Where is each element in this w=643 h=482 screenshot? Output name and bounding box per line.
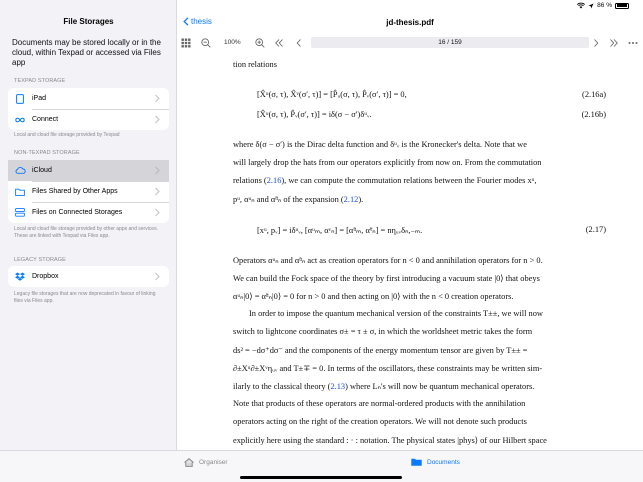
navigation-bar [177,12,643,34]
sidebar-item-label: Dropbox [32,273,59,280]
doc-text: ), we can compute the commutation relations between the Fourier modes xᵘ, [281,176,537,185]
battery-icon [615,3,629,9]
sidebar-item-label: iPad [32,95,47,102]
chevron-right-icon [153,94,161,103]
doc-text-line: Note that products of these operators are normal-ordered products with the annihilation [233,399,526,408]
tab-bar [0,450,643,482]
chevron-right-icon [153,166,161,175]
house-icon [184,458,194,467]
equation-link[interactable]: 2.12 [343,195,359,204]
battery-percent: 86 % [597,2,612,9]
storages-icon [15,208,25,218]
sidebar-title: File Storages [63,17,114,26]
doc-text-line: ∂±Xᵘ∂±Xᵛηᵤᵥ and T±∓ = 0. In terms of the oscillators, these constraints may be written sim- [233,364,543,373]
last-page-icon[interactable] [609,38,619,48]
doc-text: pᵘ, αᵘₙ and α̃ᵘₙ of the expansion ( [233,195,344,204]
doc-text: relations ( [233,176,267,185]
section-header-texpad: TEXPAD STORAGE [14,78,66,84]
back-button-label: thesis [191,17,212,26]
sidebar-item-connect[interactable] [8,109,169,130]
sidebar-description: Documents may be stored locally or in the cloud, within Texpad or accessed via Files app [12,38,161,67]
tab-organiser-label: Organiser [199,459,228,466]
section-header-non-texpad: NON-TEXPAD STORAGE [14,150,80,156]
section-footer-non-texpad: Local and cloud file storage provided by other apps and services. These are linked with Texpad via Files app. [14,226,158,239]
sidebar-item-dropbox[interactable] [8,266,169,287]
doc-text-line [233,194,623,204]
location-icon [588,3,594,9]
doc-text-line: where δ(σ − σ′) is the Dirac delta function and δᵘᵥ is the Kronecker's delta. Note that we [233,140,527,149]
doc-text-line: explicitly here using the standard : · : notation. The physical states |phys⟩ of our Hilbert space [233,436,547,445]
doc-text-line: αᵘₙ|0⟩ = α̃ᵘₙ|0⟩ = 0 for n > 0 and then acting on |0⟩ with the n < 0 creation operators. [233,292,514,301]
pdf-page[interactable] [177,52,643,450]
chevron-right-icon [153,272,161,281]
doc-text-line: will largely drop the hats from our operators explicitly from now on. From the commutation [233,158,542,167]
doc-text-line: ds² = −dσ⁺dσ⁻ and the components of the energy momentum tensor are given by T±± = [233,346,528,355]
infinity-icon [15,115,25,125]
sidebar [0,0,177,450]
section-footer-texpad: Local and cloud file storage provided by Texpad [14,132,120,138]
group-non-texpad-storage [8,160,169,223]
folder-icon [15,187,25,197]
doc-text-line [233,176,623,185]
chevron-right-icon [153,115,161,124]
equation-2-16b: [X̂ᵘ(σ, τ), P̂ᵥ(σ′, τ)] = iδ(σ − σ′)δᵘᵥ. [257,110,372,119]
next-page-icon[interactable] [591,38,601,48]
doc-text-line: switch to lightcone coordinates σ± = τ ± σ, in which the worldsheet metric takes the form [233,327,533,336]
home-indicator [240,476,402,479]
equation-number: (2.16a) [582,90,606,99]
document-title: jd-thesis.pdf [386,18,434,27]
pdf-toolbar [177,34,643,52]
tab-organiser[interactable] [184,458,228,467]
equation-2-17: [xᵘ, pᵥ] = iδᵘᵥ, [αᵘₘ, αᵛₙ] = [α̃ᵘₘ, α̃ᵛₙ] = nηᵤᵥδₙ,₋ₘ. [257,226,423,235]
grid-icon[interactable] [181,38,191,48]
equation-link[interactable]: 2.13 [330,382,346,391]
dropbox-icon [15,272,25,282]
sidebar-item-label: Files on Connected Storages [32,209,123,216]
sidebar-item-icloud[interactable] [8,160,169,181]
tab-documents[interactable] [411,458,460,466]
doc-text-line: operators acting on the right of the creation operators. We will not denote such products [233,417,527,426]
sidebar-item-ipad[interactable] [8,88,169,109]
sidebar-item-files-shared[interactable] [8,181,169,202]
first-page-icon[interactable] [274,38,284,48]
zoom-level: 100% [224,39,241,46]
chevron-right-icon [153,187,161,196]
zoom-out-icon[interactable] [201,38,211,48]
doc-text: ilarly to the classical theory ( [233,382,331,391]
folder-filled-icon [411,458,422,466]
doc-text: ). [358,195,364,204]
wifi-icon [577,3,585,9]
doc-text-line: We can build the Fock space of the theory by first introducing a vacuum state |0⟩ that obeys [233,274,540,283]
previous-page-icon[interactable] [294,38,304,48]
sidebar-item-label: iCloud [32,167,52,174]
sidebar-item-label: Files Shared by Other Apps [32,188,118,195]
more-icon[interactable] [628,38,638,48]
doc-text-line: In order to impose the quantum mechanical version of the constraints T±±, we will now [249,309,543,318]
equation-link[interactable]: 2.16 [266,176,282,185]
section-footer-legacy: Legacy file storages that are now deprecated in favour of linking files via Files app. [14,291,156,304]
sidebar-item-connected-storages[interactable] [8,202,169,223]
equation-number: (2.17) [585,225,606,234]
group-texpad-storage [8,88,169,130]
page-indicator[interactable]: 16 / 159 [311,37,589,48]
group-legacy-storage [8,266,169,287]
chevron-right-icon [153,208,161,217]
status-right [577,2,629,9]
zoom-in-icon[interactable] [255,38,265,48]
equation-2-16a: [X̂ᵘ(σ, τ), X̂ᵛ(σ′, τ)] = [P̂ᵤ(σ, τ), P̂ᵥ(σ′, τ)] = 0, [257,90,407,99]
equation-number: (2.16b) [581,110,606,119]
cloud-icon [15,166,25,176]
tab-documents-label: Documents [427,458,460,466]
section-header-legacy: LEGACY STORAGE [14,257,66,263]
doc-text-line: tion relations [233,60,277,69]
ipad-icon [15,94,25,104]
doc-text: ) where Lₙ's will now be quantum mechanical operators. [345,382,535,391]
doc-text-line [233,381,623,391]
sidebar-item-label: Connect [32,116,59,123]
doc-text-line: Operators αᵘₙ and α̃ᵘₙ act as creation operators for n < 0 and annihilation operators for n > 0. [233,256,543,265]
